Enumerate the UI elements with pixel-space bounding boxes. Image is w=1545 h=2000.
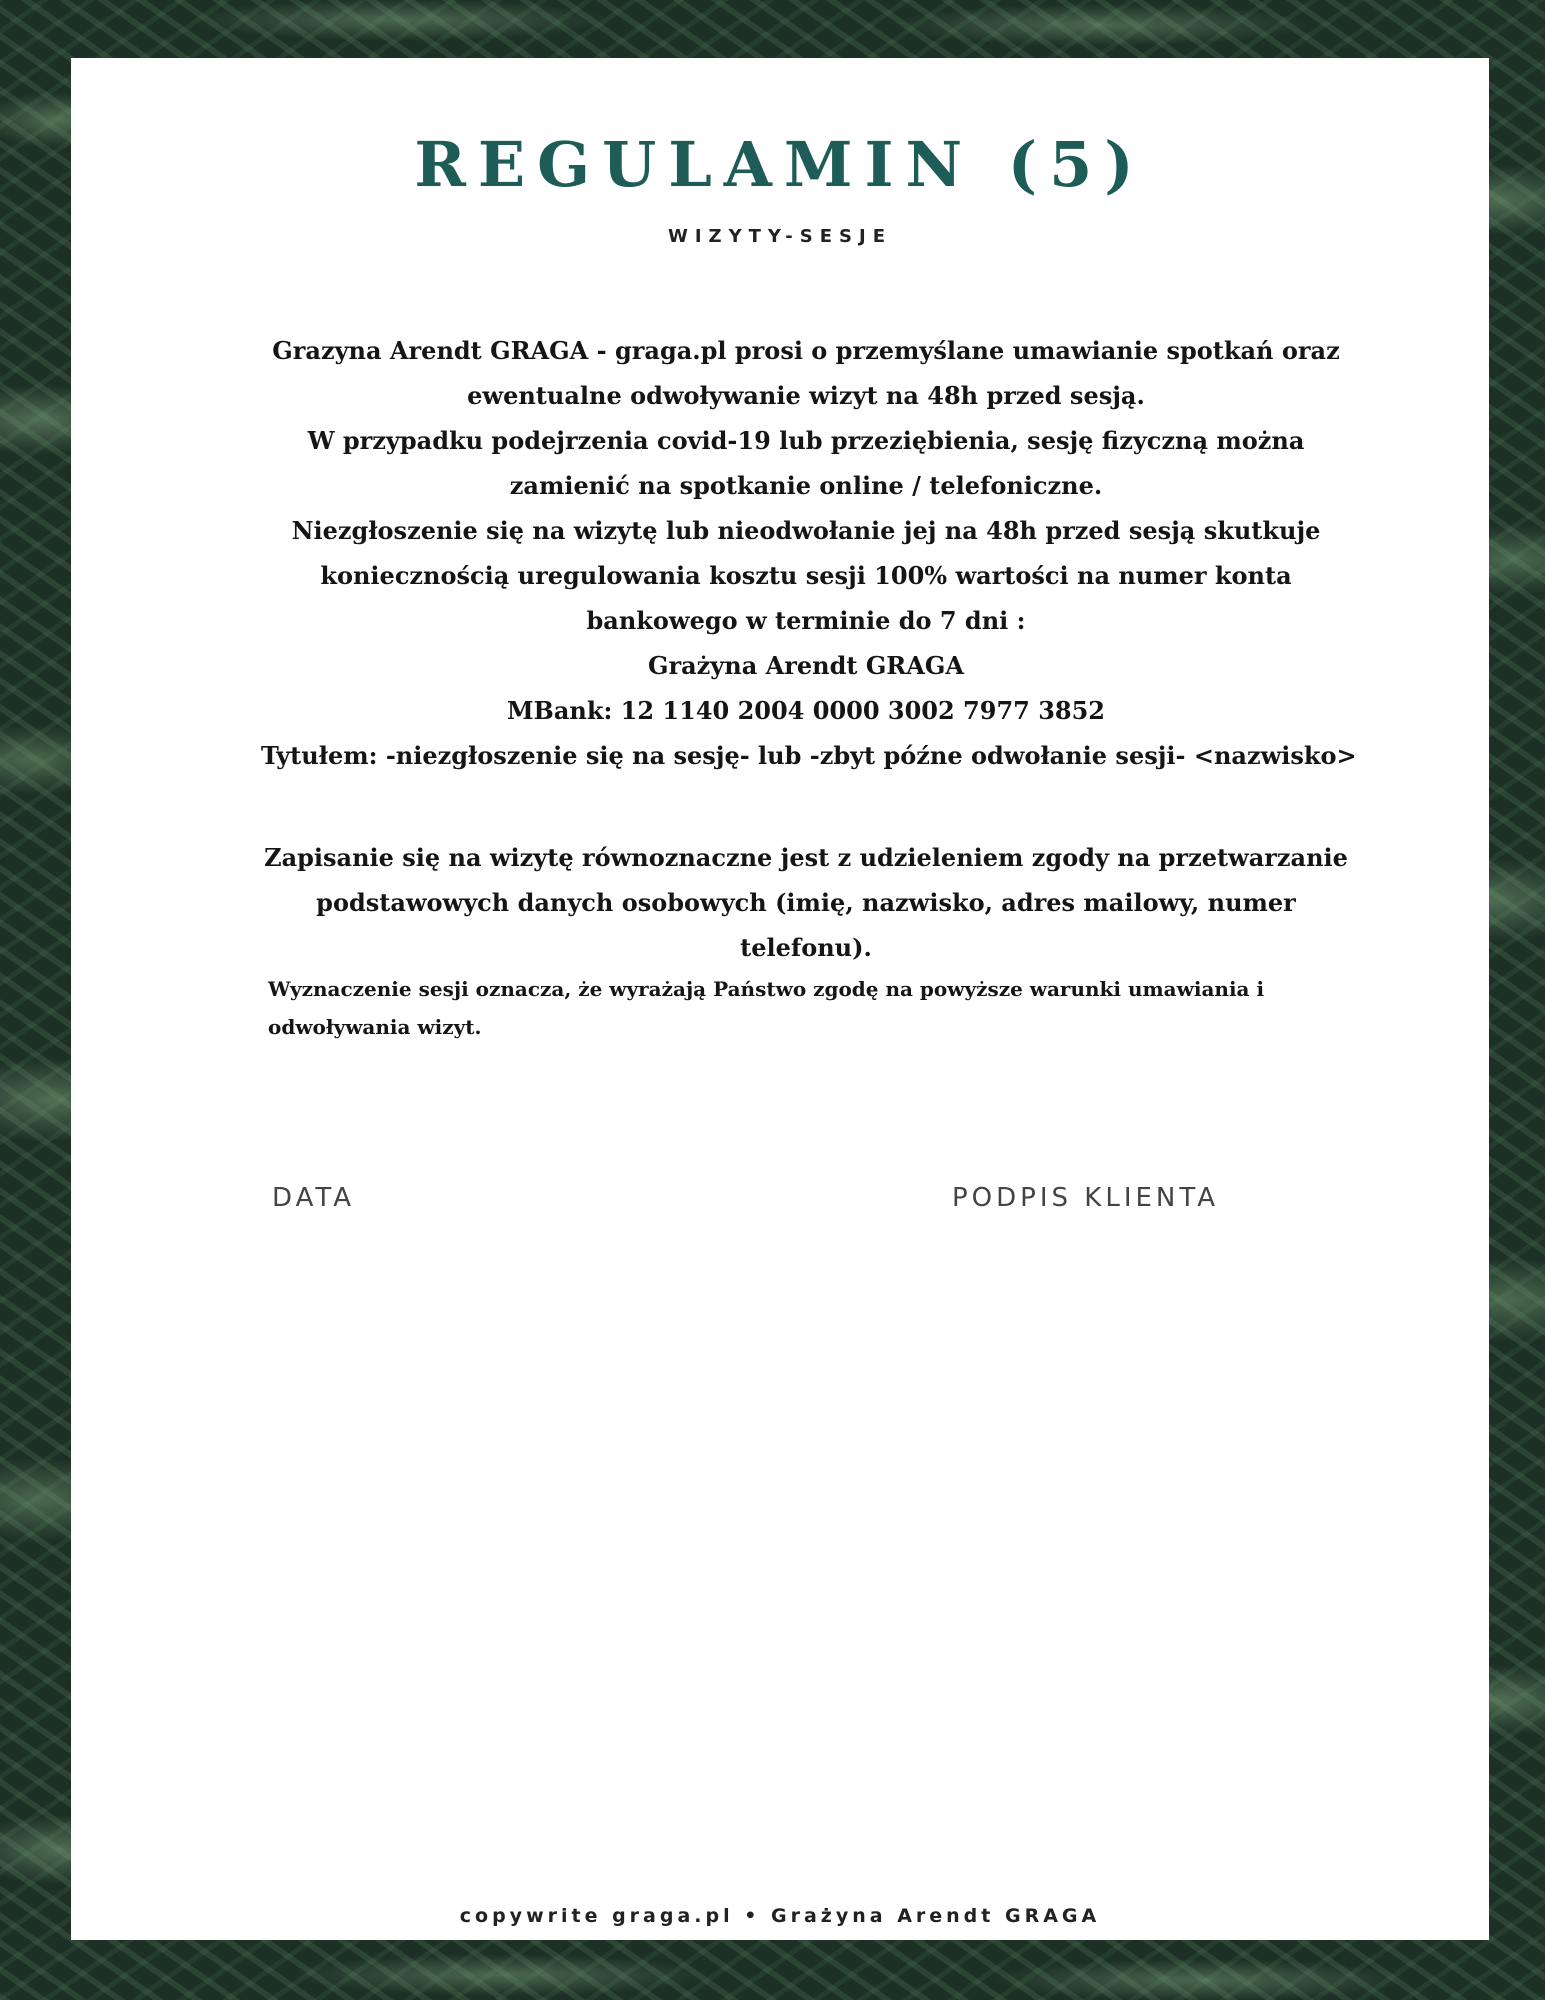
terms-line: W przypadku podejrzenia covid-19 lub przeziębienia, sesję fizyczną można [307,426,1305,455]
terms-line: Grazyna Arendt GRAGA - graga.pl prosi o przemyślane umawianie spotkań oraz [272,336,1340,365]
document-page [71,58,1489,1940]
terms-line: zamienić na spotkanie online / telefoniczne. [509,471,1103,500]
consent-line: podstawowych danych osobowych (imię, nazwisko, adres mailowy, numer [316,888,1296,917]
consent-line: telefonu). [740,933,872,962]
date-label: DATA [272,1183,355,1213]
acceptance-note [268,970,1368,1046]
paragraph-gap [261,778,1351,835]
client-signature-label: PODPIS KLIENTA [952,1183,1220,1213]
terms-body [261,328,1357,970]
bank-account: MBank: 12 1140 2004 0000 3002 7977 3852 [506,696,1105,725]
acceptance-line: odwoływania wizyt. [268,1015,482,1039]
account-holder: Grażyna Arendt GRAGA [647,651,964,680]
consent-line: Zapisanie się na wizytę równoznaczne jest z udzieleniem zgody na przetwarzanie [264,843,1348,872]
footer-copyright: copywrite graga.pl • Grażyna Arendt GRAGA [459,1905,1101,1927]
terms-line: ewentualne odwoływanie wizyt na 48h przed sesją. [467,381,1145,410]
terms-line: bankowego w terminie do 7 dni : [586,606,1026,635]
terms-line: koniecznością uregulowania kosztu sesji 100% wartości na numer konta [320,561,1292,590]
document-subtitle: WIZYTY-SESJE [668,226,892,247]
payment-title: Tytułem: -niezgłoszenie się na sesję- lub -zbyt późne odwołanie sesji- <nazwisko> [261,741,1357,770]
acceptance-line: Wyznaczenie sesji oznacza, że wyrażają Państwo zgodę na powyższe warunki umawiania i [268,977,1265,1001]
terms-line: Niezgłoszenie się na wizytę lub nieodwołanie jej na 48h przed sesją skutkuje [291,516,1321,545]
document-title: REGULAMIN (5) [414,128,1146,201]
